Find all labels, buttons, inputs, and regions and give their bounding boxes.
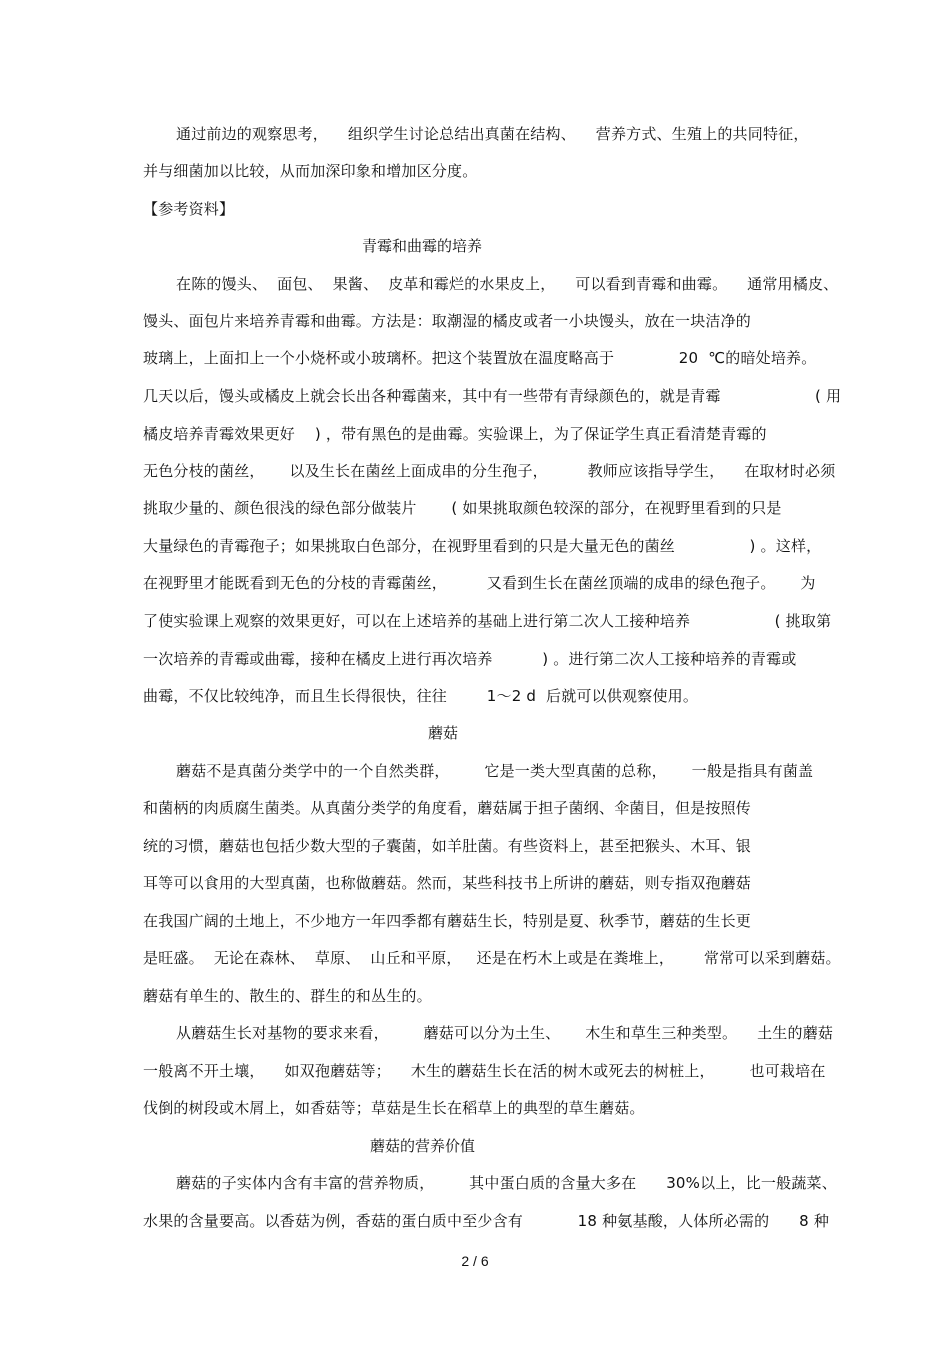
s1-line-4: 几天以后，馒头或橘皮上就会长出各种霉菌来，其中有一些带有青绿颜色的，就是青霉 ( 用: [143, 387, 842, 405]
s2-line-10: 伐倒的树段或木屑上，如香菇等；草菇是生长在稻草上的典型的草生蘑菇。: [143, 1099, 645, 1117]
intro-line-1: 通过前边的观察思考， 组织学生讨论总结出真菌在结构、 营养方式、生殖上的共同特征，: [176, 125, 809, 143]
s2-line-3: 统的习惯，蘑菇也包括少数大型的子囊菌，如羊肚菌。有些资料上，甚至把猴头、木耳、银: [143, 837, 752, 855]
reference-label: 【参考资料】: [143, 200, 235, 218]
s1-line-11: 一次培养的青霉或曲霉，接种在橘皮上进行再次培养 ) 。进行第二次人工接种培养的青霉或: [143, 650, 797, 668]
s2-line-1: 蘑菇不是真菌分类学中的一个自然类群， 它是一类大型真菌的总称， 一般是指具有菌盖: [176, 762, 814, 780]
s2-line-2: 和菌柄的肉质腐生菌类。从真菌分类学的角度看，蘑菇属于担子菌纲、伞菌目，但是按照传: [143, 799, 752, 817]
s1-line-12: 曲霉，不仅比较纯净，而且生长得很快，往往 1～2 d 后就可以供观察使用。: [143, 687, 699, 705]
s1-line-8: 大量绿色的青霉孢子；如果挑取白色部分，在视野里看到的只是大量无色的菌丝 ) 。这样，: [143, 537, 822, 555]
page-number: 2 / 6: [461, 1253, 489, 1269]
s2-line-8: 从蘑菇生长对基物的要求来看， 蘑菇可以分为土生、 木生和草生三种类型。 土生的蘑菇: [176, 1024, 834, 1042]
s2-line-9: 一般离不开土壤， 如双孢蘑菇等； 木生的蘑菇生长在活的树木或死去的树桩上， 也可栽培在: [143, 1062, 826, 1080]
s1-line-5: 橘皮培养青霉效果更好 ) ，带有黑色的是曲霉。实验课上，为了保证学生真正看清楚青霉的: [143, 425, 767, 443]
s1-line-10: 了使实验课上观察的效果更好，可以在上述培养的基础上进行第二次人工接种培养 ( 挑取第: [143, 612, 832, 630]
s2-line-7: 蘑菇有单生的、散生的、群生的和丛生的。: [143, 987, 432, 1005]
s1-line-2: 馒头、面包片来培养青霉和曲霉。方法是：取潮湿的橘皮或者一小块馒头，放在一块洁净的: [143, 312, 752, 330]
s1-line-6: 无色分枝的菌丝， 以及生长在菌丝上面成串的分生孢子， 教师应该指导学生， 在取材时必须: [143, 462, 836, 480]
s1-line-7: 挑取少量的、颜色很浅的绿色部分做装片 ( 如果挑取颜色较深的部分，在视野里看到的只是: [143, 499, 782, 517]
section-title-mushroom: 蘑菇: [428, 724, 459, 742]
s2-line-4: 耳等可以食用的大型真菌，也称做蘑菇。然而，某些科技书上所讲的蘑菇，则专指双孢蘑菇: [143, 874, 752, 892]
section-title-nutrition: 蘑菇的营养价值: [370, 1137, 476, 1155]
s3-line-1: 蘑菇的子实体内含有丰富的营养物质， 其中蛋白质的含量大多在 30%以上，比一般蔬菜、: [176, 1174, 837, 1192]
intro-line-2: 并与细菌加以比较，从而加深印象和增加区分度。: [143, 162, 478, 180]
s2-line-5: 在我国广阔的土地上，不少地方一年四季都有蘑菇生长，特别是夏、秋季节，蘑菇的生长更: [143, 912, 752, 930]
s3-line-2: 水果的含量要高。以香菇为例，香菇的蛋白质中至少含有 18 种氨基酸，人体所必需的 8 种: [143, 1212, 830, 1230]
s1-line-3: 玻璃上，上面扣上一个小烧杯或小玻璃杯。把这个装置放在温度略高于 20 ℃的暗处培养。: [143, 349, 817, 367]
section-title-penicillium: 青霉和曲霉的培养: [362, 237, 483, 255]
s2-line-6: 是旺盛。 无论在森林、 草原、 山丘和平原， 还是在朽木上或是在粪堆上， 常常可以采到蘑菇。: [143, 949, 841, 967]
s1-line-1: 在陈的馒头、 面包、 果酱、 皮革和霉烂的水果皮上， 可以看到青霉和曲霉。 通常用橘皮、: [176, 275, 839, 293]
s1-line-9: 在视野里才能既看到无色的分枝的青霉菌丝， 又看到生长在菌丝顶端的成串的绿色孢子。 为: [143, 574, 816, 592]
